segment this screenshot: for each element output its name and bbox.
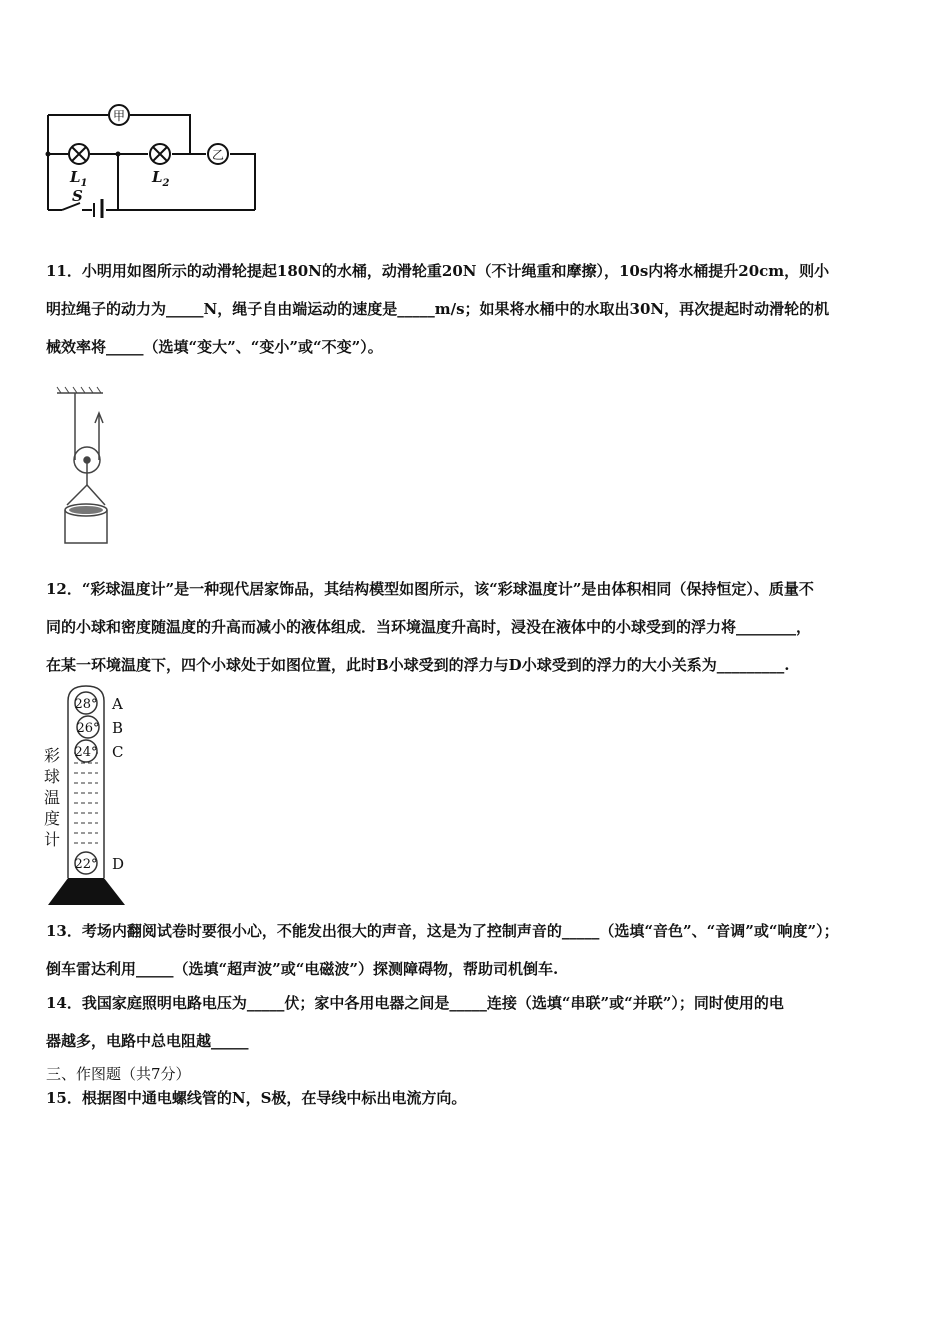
svg-text:甲: 甲 [112, 109, 126, 123]
question-14 [46, 984, 906, 1060]
q12-line-2: 同的小球和密度随温度的升高而减小的液体组成．当环境温度升高时，浸没在液体中的小球受到的浮力将________， [46, 618, 812, 636]
lamp-l2-icon [150, 144, 170, 164]
question-12 [46, 570, 906, 684]
ball-c [74, 740, 123, 762]
lamp2-sub: 2 [162, 178, 170, 189]
svg-text:球: 球 [44, 767, 61, 786]
svg-text:26°: 26° [76, 721, 100, 736]
q14-line-1: 14．我国家庭照明电路电压为_____伏；家中各用电器之间是_____连接（选填“串联”或“并联”）；同时使用的电 [46, 994, 784, 1012]
svg-text:24°: 24° [74, 745, 98, 760]
thermometer-side-label [44, 746, 60, 849]
ball-thermometer [40, 683, 160, 908]
q13-line-2: 倒车雷达利用_____（选填“超声波”或“电磁波”）探测障碍物，帮助司机倒车. [46, 960, 559, 978]
svg-text:度: 度 [44, 809, 61, 828]
q14-line-2: 器越多，电路中总电阻越_____ [46, 1032, 249, 1050]
svg-text:D: D [112, 855, 125, 873]
q11-line-1: 11．小明用如图所示的动滑轮提起180N的水桶，动滑轮重20N（不计绳重和摩擦），10s内将水桶提升20cm，则小 [46, 262, 830, 280]
q12-line-1: 12．“彩球温度计”是一种现代居家饰品，其结构模型如图所示，该“彩球温度计”是由体积相同（保持恒定）、质量不 [46, 580, 814, 598]
pulley-diagram [55, 385, 125, 555]
q13-line-1: 13．考场内翻阅试卷时要很小心，不能发出很大的声音，这是为了控制声音的_____（选填“音色”、“音调”或“响度”）； [46, 922, 839, 940]
lamp1-sub: 1 [80, 178, 88, 189]
q11-line-2: 明拉绳子的动力为_____N，绳子自由端运动的速度是_____m/s；如果将水桶中的水取出30N，再次提起时动滑轮的机 [46, 300, 830, 318]
section-3-title: 三、作图题（共7分） [46, 1065, 191, 1083]
q12-line-3: 在某一环境温度下，四个小球处于如图位置，此时B小球受到的浮力与D小球受到的浮力的大小关系为_________. [46, 656, 790, 674]
meter-yi [208, 144, 228, 164]
question-11 [46, 252, 906, 366]
svg-text:L1 [69, 168, 88, 189]
lamp-l1-icon [69, 144, 89, 164]
svg-text:A: A [112, 695, 123, 713]
svg-text:22°: 22° [74, 857, 98, 872]
ball-a [74, 692, 123, 714]
lamp2-label: L [152, 168, 163, 186]
svg-text:计: 计 [44, 830, 61, 849]
ammeter-jia [109, 105, 129, 125]
question-15: 15．根据图中通电螺线管的N，S极，在导线中标出电流方向。 [46, 1089, 467, 1107]
svg-text:C: C [112, 743, 124, 761]
svg-text:温: 温 [44, 788, 61, 807]
ball-b [76, 716, 123, 738]
lamp1-label: L [70, 168, 81, 186]
svg-text:B: B [112, 719, 124, 737]
svg-text:L2 [151, 168, 170, 189]
circuit-diagram [40, 100, 265, 218]
switch-label: S [72, 187, 83, 205]
question-13 [46, 912, 906, 988]
svg-text:28°: 28° [74, 697, 98, 712]
svg-text:乙: 乙 [211, 148, 225, 162]
ball-d [74, 852, 124, 874]
q11-line-3: 械效率将_____（选填“变大”、“变小”或“不变”）。 [46, 338, 383, 356]
svg-text:彩: 彩 [44, 746, 61, 765]
